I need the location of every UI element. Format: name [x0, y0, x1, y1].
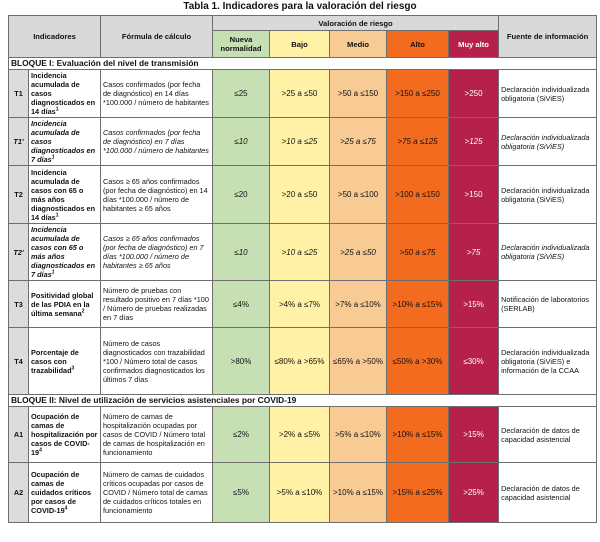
cell-medio: >10% a ≤15%: [330, 463, 387, 523]
row-code: T2: [9, 166, 29, 224]
row-code: T3: [9, 281, 29, 328]
cell-muy-alto: >150: [449, 166, 499, 224]
row-fuente: Declaración individualizada obligatoria (SiViES): [499, 166, 597, 224]
cell-alto: >10% a ≤15%: [387, 281, 449, 328]
row-indicator: Porcentaje de casos con trazabilidad$^3$: [29, 328, 101, 395]
row-indicator: Incidencia acumulada de casos diagnosticados en 14 días$^1$: [29, 70, 101, 118]
cell-medio: >50 a ≤150: [330, 70, 387, 118]
cell-muy-alto: >75: [449, 224, 499, 281]
cell-bajo: >2% a ≤5%: [270, 407, 330, 463]
row-formula: Casos ≥ 65 años confirmados (por fecha de diagnóstico) en 7 días *100.000 / número de habitantes ≥ 65 años: [101, 224, 213, 281]
header-alto: Alto: [387, 31, 449, 58]
cell-alto: >50 a ≤75: [387, 224, 449, 281]
cell-muy-alto: >250: [449, 70, 499, 118]
table-row: [9, 118, 597, 166]
cell-bajo: >4% a ≤7%: [270, 281, 330, 328]
cell-bajo: >10 a ≤25: [270, 224, 330, 281]
cell-bajo: >20 a ≤50: [270, 166, 330, 224]
cell-nueva: ≤4%: [213, 281, 270, 328]
header-valoracion: Valoración de riesgo: [213, 16, 499, 31]
row-fuente: Declaración de datos de capacidad asistencial: [499, 407, 597, 463]
table-row: [9, 463, 597, 523]
cell-bajo: >25 a ≤50: [270, 70, 330, 118]
row-formula: Número de pruebas con resultado positivo en 7 días *100 / Número de pruebas realizadas en 7 días: [101, 281, 213, 328]
cell-alto: >10% a ≤15%: [387, 407, 449, 463]
row-formula: Número de camas de cuidados críticos ocupadas por casos de COVID / Número total de camas de cuidados críticos totales en funcionamiento: [101, 463, 213, 523]
cell-medio: ≤65% a >50%: [330, 328, 387, 395]
cell-muy-alto: >25%: [449, 463, 499, 523]
row-code: T2': [9, 224, 29, 281]
row-code: A1: [9, 407, 29, 463]
row-formula: Casos ≥ 65 años confirmados (por fecha de diagnóstico) en 14 días *100.000 / número de habitantes ≥ 65 años: [101, 166, 213, 224]
row-fuente: Notificación de laboratorios (SERLAB): [499, 281, 597, 328]
cell-muy-alto: >125: [449, 118, 499, 166]
cell-medio: >25 a ≤50: [330, 224, 387, 281]
row-formula: Número de camas de hospitalización ocupadas por casos de COVID / Número total de camas de hospitalización en funcionamiento: [101, 407, 213, 463]
cell-nueva: >80%: [213, 328, 270, 395]
header-muy-alto: Muy alto: [449, 31, 499, 58]
cell-medio: >5% a ≤10%: [330, 407, 387, 463]
row-code: T1: [9, 70, 29, 118]
cell-nueva: ≤5%: [213, 463, 270, 523]
row-indicator: Ocupación de camas de hospitalización por casos de COVID-$19^4$: [29, 407, 101, 463]
header-indicadores: Indicadores: [9, 16, 101, 58]
row-code: T1': [9, 118, 29, 166]
row-indicator: Incidencia acumulada de casos con 65 o más años diagnosticados en 14 días$^1$: [29, 166, 101, 224]
cell-nueva: ≤2%: [213, 407, 270, 463]
row-indicator: Positividad global de las PDIA en la última semana$^2$: [29, 281, 101, 328]
header-bajo: Bajo: [270, 31, 330, 58]
cell-bajo: ≤80% a >65%: [270, 328, 330, 395]
row-code: A2: [9, 463, 29, 523]
table-row: [9, 328, 597, 395]
cell-alto: ≤50% a >30%: [387, 328, 449, 395]
row-indicator: Incidencia acumulada de casos diagnosticados en 7 días$^1$: [29, 118, 101, 166]
table-caption: Tabla 1. Indicadores para la valoración del riesgo: [183, 1, 417, 12]
header-medio: Medio: [330, 31, 387, 58]
cell-alto: >15% a ≤25%: [387, 463, 449, 523]
table-row: [9, 407, 597, 463]
cell-medio: >7% a ≤10%: [330, 281, 387, 328]
row-code: T4: [9, 328, 29, 395]
bloque-1-title: BLOQUE I: Evaluación del nivel de transmisión: [9, 58, 597, 70]
row-formula: Casos confirmados (por fecha de diagnóstico) en 14 días *100.000 / número de habitantes: [101, 70, 213, 118]
cell-alto: >75 a ≤125: [387, 118, 449, 166]
row-fuente: Declaración individualizada obligatoria (SiViES): [499, 118, 597, 166]
cell-nueva: ≤10: [213, 224, 270, 281]
row-fuente: Declaración individualizada obligatoria (SiViES): [499, 70, 597, 118]
cell-bajo: >5% a ≤10%: [270, 463, 330, 523]
header-nueva-normalidad: Nueva normalidad: [213, 31, 270, 58]
row-indicator: Incidencia acumulada de casos con 65 o más años diagnosticados en 7 días$^1$: [29, 224, 101, 281]
row-indicator: Ocupación de camas de cuidados críticos por casos de COVID-$19^4$: [29, 463, 101, 523]
table-row: [9, 281, 597, 328]
row-fuente: Declaración individualizada obligatoria (SiViES): [499, 224, 597, 281]
cell-nueva: ≤20: [213, 166, 270, 224]
bloque-2-title: BLOQUE II: Nivel de utilización de servicios asistenciales por COVID-19: [9, 395, 597, 407]
cell-muy-alto: ≤30%: [449, 328, 499, 395]
row-fuente: Declaración de datos de capacidad asistencial: [499, 463, 597, 523]
cell-bajo: >10 a ≤25: [270, 118, 330, 166]
row-formula: Casos confirmados (por fecha de diagnóstico) en 7 días *100.000 / número de habitantes: [101, 118, 213, 166]
table-row: [9, 70, 597, 118]
cell-muy-alto: >15%: [449, 407, 499, 463]
cell-nueva: ≤25: [213, 70, 270, 118]
cell-alto: >100 a ≤150: [387, 166, 449, 224]
risk-indicators-table: [8, 15, 597, 523]
cell-alto: >150 a ≤250: [387, 70, 449, 118]
cell-medio: >25 a ≤75: [330, 118, 387, 166]
table-row: [9, 166, 597, 224]
row-fuente: Declaración individualizada obligatoria (SiViES) e información de la CCAA: [499, 328, 597, 395]
cell-nueva: ≤10: [213, 118, 270, 166]
row-formula: Número de casos diagnosticados con trazabilidad *100 / Número total de casos confirmados diagnosticados los últimos 7 días: [101, 328, 213, 395]
header-fuente: Fuente de información: [499, 16, 597, 58]
table-row: [9, 224, 597, 281]
cell-medio: >50 a ≤100: [330, 166, 387, 224]
cell-muy-alto: >15%: [449, 281, 499, 328]
header-formula: Fórmula de cálculo: [101, 16, 213, 58]
